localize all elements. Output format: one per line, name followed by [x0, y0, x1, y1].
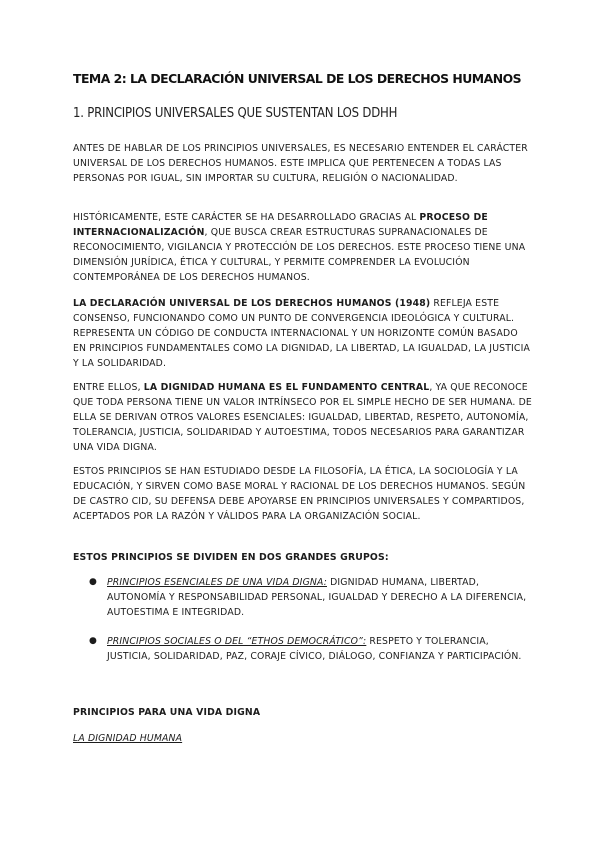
bold-phrase: LA DECLARACIÓN UNIVERSAL DE LOS DERECHOS HUMANOS (1948) [73, 298, 431, 309]
paragraph-studies: ESTOS PRINCIPIOS SE HAN ESTUDIADO DESDE LA FILOSOFÍA, LA ÉTICA, LA SOCIOLOGÍA Y LA EDUCACIÓN, Y SIRVEN COMO BASE MORAL Y RACIONAL DE LOS DERECHOS HUMANOS. SEGÚN DE CASTRO CID, SU DEFENSA DEBE APOYARSE EN PRINCIPIOS UNIVERSALES Y COMPARTIDOS, ACEPTADOS POR LA RAZÓN Y VÁLIDOS PARA LA ORGANIZACIÓN SOCIAL. [73, 466, 526, 522]
groups-heading: ESTOS PRINCIPIOS SE DIVIDEN EN DOS GRANDES GRUPOS: [73, 552, 389, 563]
bullet-icon: ● [89, 577, 98, 587]
bold-phrase: PROCESO DE INTERNACIONALIZACIÓN [73, 212, 488, 238]
list-item-label: PRINCIPIOS ESENCIALES DE UNA VIDA DIGNA: [107, 577, 327, 588]
paragraph-text: REFLEJA ESTE CONSENSO, FUNCIONANDO COMO UN PUNTO DE CONVERGENCIA IDEOLÓGICA Y CULTURAL. REPRESENTA UN CÓDIGO DE CONDUCTA INTERNACIONAL Y UN HORIZONTE COMÚN BASADO EN PRINCIPIOS FUNDAMENTALES COMO LA DIGNIDAD, LA LIBERTAD, LA IGUALDAD, LA JUSTICIA Y LA SOLIDARIDAD. [73, 298, 530, 369]
paragraph-declaration [73, 296, 533, 371]
paragraph-text: HISTÓRICAMENTE, ESTE CARÁCTER SE HA DESARROLLADO GRACIAS AL [73, 212, 420, 223]
subsection-heading: LA DIGNIDAD HUMANA [73, 733, 183, 744]
list-item-text [107, 634, 527, 664]
list-item-body: DIGNIDAD HUMANA, LIBERTAD, AUTONOMÍA Y RESPONSABILIDAD PERSONAL, IGUALDAD Y DERECHO A LA DIFERENCIA, AUTOESTIMA E INTEGRIDAD. [107, 577, 527, 618]
paragraph-intro: ANTES DE HABLAR DE LOS PRINCIPIOS UNIVERSALES, ES NECESARIO ENTENDER EL CARÁCTER UNIVERSAL DE LOS DERECHOS HUMANOS. ESTE IMPLICA QUE PERTENECEN A TODAS LAS PERSONAS POR IGUAL, SIN IMPORTAR SU CULTURA, RELIGIÓN O NACIONALIDAD. [73, 143, 528, 184]
paragraph-text: , QUE BUSCA CREAR ESTRUCTURAS SUPRANACIONALES DE RECONOCIMIENTO, VIGILANCIA Y PROTECCIÓN DE LOS DERECHOS. ESTE PROCESO TIENE UNA DIMENSIÓN JURÍDICA, ÉTICA Y CULTURAL, Y PERMITE COMPRENDER LA EVOLUCIÓN CONTEMPORÁNEA DE LOS DERECHOS HUMANOS. [73, 227, 526, 283]
paragraph-internationalization [73, 210, 533, 285]
bullet-icon: ● [89, 636, 98, 646]
document-title: TEMA 2: LA DECLARACIÓN UNIVERSAL DE LOS DERECHOS HUMANOS [73, 71, 522, 86]
section-heading: PRINCIPIOS PARA UNA VIDA DIGNA [73, 707, 261, 718]
list-item-body: RESPETO Y TOLERANCIA, JUSTICIA, SOLIDARIDAD, PAZ, CORAJE CÍVICO, DIÁLOGO, CONFIANZA Y PARTICIPACIÓN. [107, 636, 522, 662]
list-item-label: PRINCIPIOS SOCIALES O DEL “ETHOS DEMOCRÁTICO”: [107, 636, 367, 647]
paragraph-text: ENTRE ELLOS, [73, 382, 144, 393]
list-item-text [107, 575, 527, 620]
section-subtitle: 1. PRINCIPIOS UNIVERSALES QUE SUSTENTAN LOS DDHH [73, 106, 398, 121]
paragraph-dignity [73, 380, 533, 455]
paragraph-text: , YA QUE RECONOCE QUE TODA PERSONA TIENE UN VALOR INTRÍNSECO POR EL SIMPLE HECHO DE SER HUMANA. DE ELLA SE DERIVAN OTROS VALORES ESENCIALES: IGUALDAD, LIBERTAD, RESPETO, AUTONOMÍA, TOLERANCIA, JUSTICIA, SOLIDARIDAD Y AUTOESTIMA, TODOS NECESARIOS PARA GARANTIZAR UNA VIDA DIGNA. [73, 382, 532, 453]
bold-phrase: LA DIGNIDAD HUMANA ES EL FUNDAMENTO CENTRAL [143, 382, 430, 393]
